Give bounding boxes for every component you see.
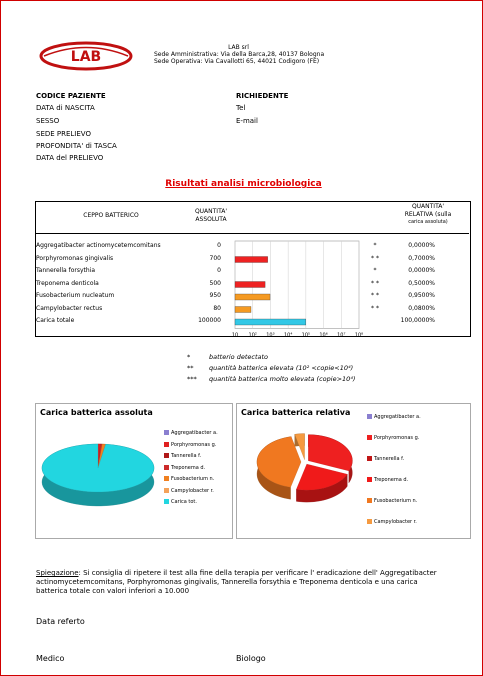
row-rel-value: 0,0000% (408, 267, 435, 274)
bar-chart-tick-label: 10⁵ (301, 332, 311, 339)
row-strain-name: Aggregatibacter actinomycetemcomitans (36, 242, 161, 249)
legend-swatch (164, 499, 169, 504)
pie-absolute-title: Carica batterica assoluta (40, 408, 153, 417)
note-mark: *** (187, 375, 197, 383)
col-rel-header-1: QUANTITA' (411, 203, 445, 210)
row-abs-value: 500 (209, 279, 221, 287)
pie-slice (308, 435, 352, 471)
row-abs-value: 950 (209, 292, 221, 299)
bar-chart-bar (235, 319, 306, 325)
legend-entry (164, 453, 201, 459)
bar-chart-tick-label: 10⁴ (283, 332, 293, 339)
note-text: quantità batterica molto elevata (copie>10⁴) (209, 375, 356, 383)
bar-chart-bar (235, 282, 265, 288)
legend-swatch (367, 477, 372, 482)
legend-swatch (164, 442, 169, 447)
legend-entry (367, 456, 404, 462)
row-marks: * (373, 242, 377, 249)
legend-label: Carica tot. (171, 499, 197, 505)
legend-swatch (164, 465, 169, 470)
legend-swatch (164, 476, 169, 481)
legend-swatch (367, 498, 372, 503)
col-strain-header: CEPPO BATTERICO (83, 212, 139, 219)
requester-title: RICHIEDENTE (236, 92, 289, 100)
pie-absolute-chart (40, 426, 160, 536)
row-abs-value: 700 (209, 254, 221, 262)
legend-entry (164, 476, 214, 482)
legend-label: Porphyromonas g. (171, 441, 217, 448)
pie-absolute-legend (164, 428, 230, 538)
pie-relative-legend (367, 412, 467, 536)
bar-chart-tick-label: 10⁸ (354, 332, 364, 339)
report-date-label: Data referto (36, 617, 85, 626)
legend-label: Tannerella f. (171, 453, 202, 459)
legend-entry (367, 498, 417, 504)
legend-swatch (367, 435, 372, 440)
sample-site-label: SEDE PRELIEVO (36, 130, 91, 138)
row-abs-value: 0 (217, 242, 221, 249)
operative-office: Sede Operativa: Via Cavallotti 65, 44021 Codigoro (FE) (154, 58, 320, 65)
pie-absolute-panel (35, 403, 233, 539)
bar-chart-tick-label: 10⁶ (319, 332, 328, 339)
row-abs-value: 0 (217, 267, 221, 274)
legend-label: Porphyromonas g. (374, 435, 420, 441)
row-strain-name: Campylobacter rectus (36, 304, 103, 312)
row-marks: * (373, 267, 377, 274)
bar-chart-tick-label: 10³ (266, 332, 275, 339)
log-bar-chart (231, 239, 364, 339)
table-header-divider (35, 233, 469, 234)
row-rel-value: 0,0000% (408, 242, 435, 249)
legend-swatch (164, 488, 169, 493)
legend-entry (164, 442, 216, 448)
legend-label: Campylobacter r. (374, 519, 417, 525)
pie-relative-panel (236, 403, 471, 539)
note-mark: * (187, 353, 191, 361)
legend-label: Treponema d. (171, 464, 206, 471)
explanation-text: : Si consiglia di ripetere il test alla fine della terapia per verificare l' eradicazione dell' Aggregatibacter actinomycetemcomitans, Porphyromonas gingivalis, Tannerella forsythia e Treponema denticola e una carica batterica totale con valori inferiori a 10.000 (36, 569, 437, 595)
col-abs-header-1: QUANTITA' (194, 208, 228, 215)
bar-chart-bar (235, 294, 270, 300)
row-rel-value: 0,7000% (408, 254, 435, 262)
legend-label: Aggregatibacter a. (374, 414, 421, 420)
row-rel-value: 0,9500% (408, 292, 435, 299)
legend-swatch (367, 414, 372, 419)
row-rel-value: 0,0800% (408, 304, 435, 312)
bar-chart-tick-label: 10² (248, 332, 257, 339)
row-strain-name: Tannerella forsythia (36, 267, 96, 274)
legend-entry (164, 465, 205, 471)
bar-chart-tick-label: 10 (231, 332, 239, 339)
logo-text: LAB (70, 49, 102, 65)
doctor-label: Medico (36, 654, 65, 663)
row-rel-value: 100,0000% (400, 317, 435, 324)
sex-label: SESSO (36, 117, 60, 125)
legend-label: Tannerella f. (374, 456, 405, 462)
lab-logo (39, 41, 133, 71)
explanation-paragraph (36, 569, 451, 596)
legend-swatch (367, 519, 372, 524)
legend-swatch (164, 430, 169, 435)
row-strain-name: Porphyromonas gingivalis (36, 254, 114, 262)
legend-swatch (367, 456, 372, 461)
col-rel-header-3: carica assoluta) (408, 219, 448, 225)
pie-slice (42, 444, 154, 492)
biologist-label: Biologo (236, 654, 266, 663)
company-name: LAB srl (228, 44, 249, 51)
note-text: batterio detectato (209, 353, 269, 361)
pocket-depth-label: PROFONDITA' di TASCA (36, 142, 117, 150)
note-mark: ** (187, 364, 194, 372)
bar-chart-bar (235, 307, 251, 313)
legend-label: Fusobacterium n. (374, 498, 418, 504)
row-strain-name: Fusobacterium nucleatum (36, 292, 115, 299)
row-marks: * * (371, 304, 379, 312)
col-rel-header-2: RELATIVA (sulla (404, 211, 452, 218)
results-title: Risultati analisi microbiologica (165, 179, 322, 189)
legend-entry (164, 488, 214, 494)
requester-email: E-mail (236, 117, 258, 125)
bar-chart-bar (235, 257, 268, 263)
row-marks: * * (371, 279, 379, 287)
col-abs-header-2: ASSOLUTA (195, 216, 227, 223)
legend-entry (367, 414, 421, 420)
legend-entry (367, 519, 417, 525)
row-marks: * * (371, 292, 379, 299)
legend-label: Treponema d. (374, 477, 409, 483)
legend-entry (367, 435, 419, 441)
row-abs-value: 80 (213, 304, 221, 312)
pie-relative-title: Carica batterica relativa (241, 408, 351, 417)
row-abs-value: 100000 (198, 317, 221, 324)
birth-date-label: DATA di NASCITA (36, 104, 95, 112)
legend-entry (164, 499, 197, 505)
legend-label: Aggregatibacter a. (171, 430, 218, 436)
legend-entry (164, 430, 218, 436)
note-row (187, 364, 353, 373)
legend-label: Fusobacterium n. (171, 476, 215, 482)
requester-tel: Tel (236, 104, 246, 112)
patient-code-label: CODICE PAZIENTE (36, 92, 106, 100)
row-strain-name: Carica totale (36, 317, 75, 324)
legend-entry (367, 477, 408, 483)
row-marks: * * (371, 254, 379, 262)
note-row (187, 375, 355, 384)
note-row (187, 353, 268, 362)
legend-label: Campylobacter r. (171, 487, 214, 494)
row-strain-name: Treponema denticola (36, 279, 99, 287)
admin-office: Sede Amministrativa: Via della Barca,28, 40137 Bologna (154, 51, 325, 58)
row-rel-value: 0,5000% (408, 279, 435, 287)
note-text: quantità batterica elevata (10² <copie<10⁴) (209, 364, 354, 372)
bar-chart-tick-label: 10⁷ (337, 332, 346, 339)
legend-swatch (164, 453, 169, 458)
explanation-label: Spiegazione (36, 569, 79, 577)
pie-relative-chart (239, 426, 364, 536)
sample-date-label: DATA del PRELIEVO (36, 154, 104, 162)
